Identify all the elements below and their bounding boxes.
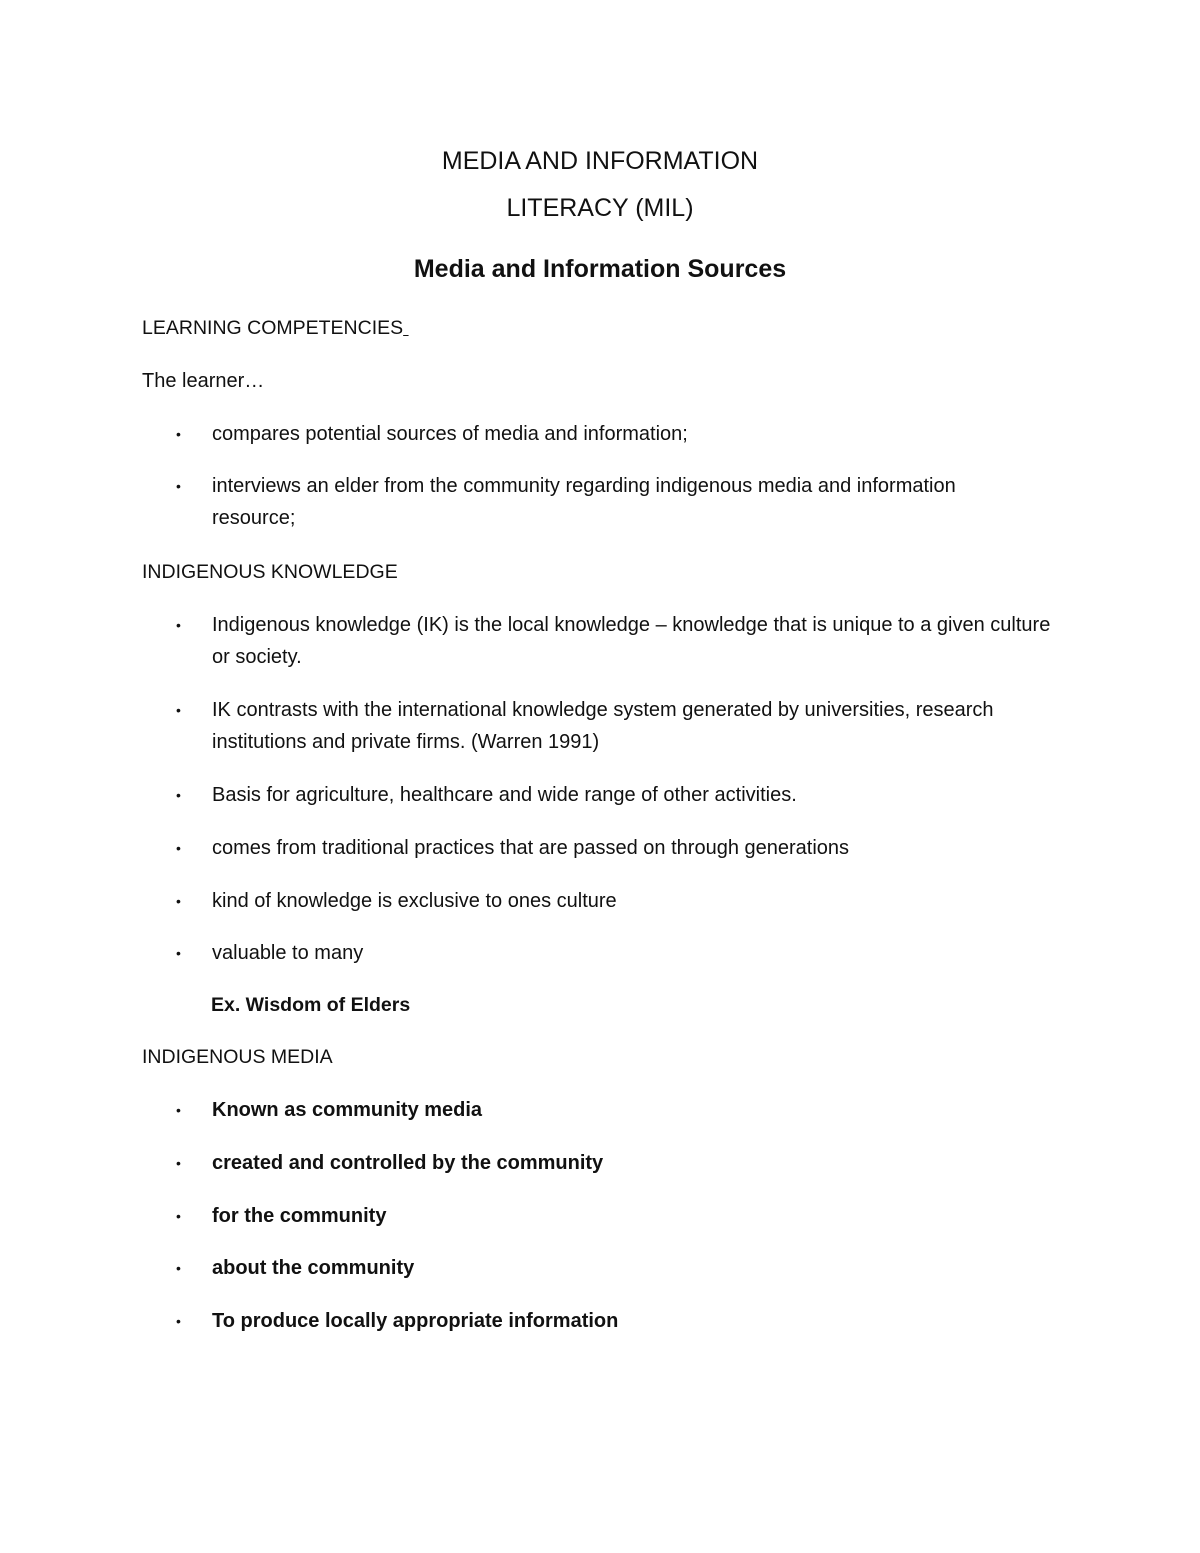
list-item-text: kind of knowledge is exclusive to ones culture — [212, 890, 617, 912]
list-item-text: Indigenous knowledge (IK) is the local knowledge – knowledge that is unique to a given culture or society. — [212, 614, 1051, 668]
bullet-icon: • — [176, 1313, 181, 1329]
learner-intro: The learner… — [142, 370, 265, 392]
example-text: Ex. Wisdom of Elders — [211, 994, 411, 1016]
bullet-icon: • — [176, 478, 181, 494]
bullet-icon: • — [176, 1102, 181, 1118]
list-item-text: Known as community media — [212, 1099, 483, 1121]
list-item-text: for the community — [212, 1205, 387, 1227]
document-title-line-1: MEDIA AND INFORMATION — [441, 147, 759, 175]
bullet-icon: • — [176, 702, 181, 718]
bullet-icon: • — [176, 945, 181, 961]
bullet-icon: • — [176, 426, 181, 442]
bullet-icon: • — [176, 1208, 181, 1224]
learning-competencies-heading: LEARNING COMPETENCIES — [142, 317, 404, 339]
document-title-line-2: LITERACY (MIL) — [506, 194, 694, 222]
bullet-icon: • — [176, 1155, 181, 1171]
list-item-text: interviews an elder from the community regarding indigenous media and information resource; — [212, 475, 956, 529]
list-item-text: Basis for agriculture, healthcare and wide range of other activities. — [212, 784, 797, 806]
indigenous-media-heading: INDIGENOUS MEDIA — [142, 1046, 333, 1068]
list-item-text: compares potential sources of media and information; — [212, 423, 688, 445]
list-item-text: created and controlled by the community — [212, 1152, 604, 1174]
list-item-text: valuable to many — [212, 942, 364, 964]
list-item-text: To produce locally appropriate information — [212, 1310, 619, 1332]
list-item-text: about the community — [212, 1257, 415, 1279]
bullet-icon: • — [176, 840, 181, 856]
list-item-text: comes from traditional practices that are passed on through generations — [212, 837, 850, 859]
document-subtitle: Media and Information Sources — [413, 255, 787, 283]
indigenous-knowledge-heading: INDIGENOUS KNOWLEDGE — [142, 561, 398, 583]
bullet-icon: • — [176, 787, 181, 803]
list-item-text: IK contrasts with the international knowledge system generated by universities, research institutions and private firms. (Warren 1991) — [212, 699, 994, 753]
bullet-icon: • — [176, 617, 181, 633]
bullet-icon: • — [176, 893, 181, 909]
bullet-icon: • — [176, 1260, 181, 1276]
